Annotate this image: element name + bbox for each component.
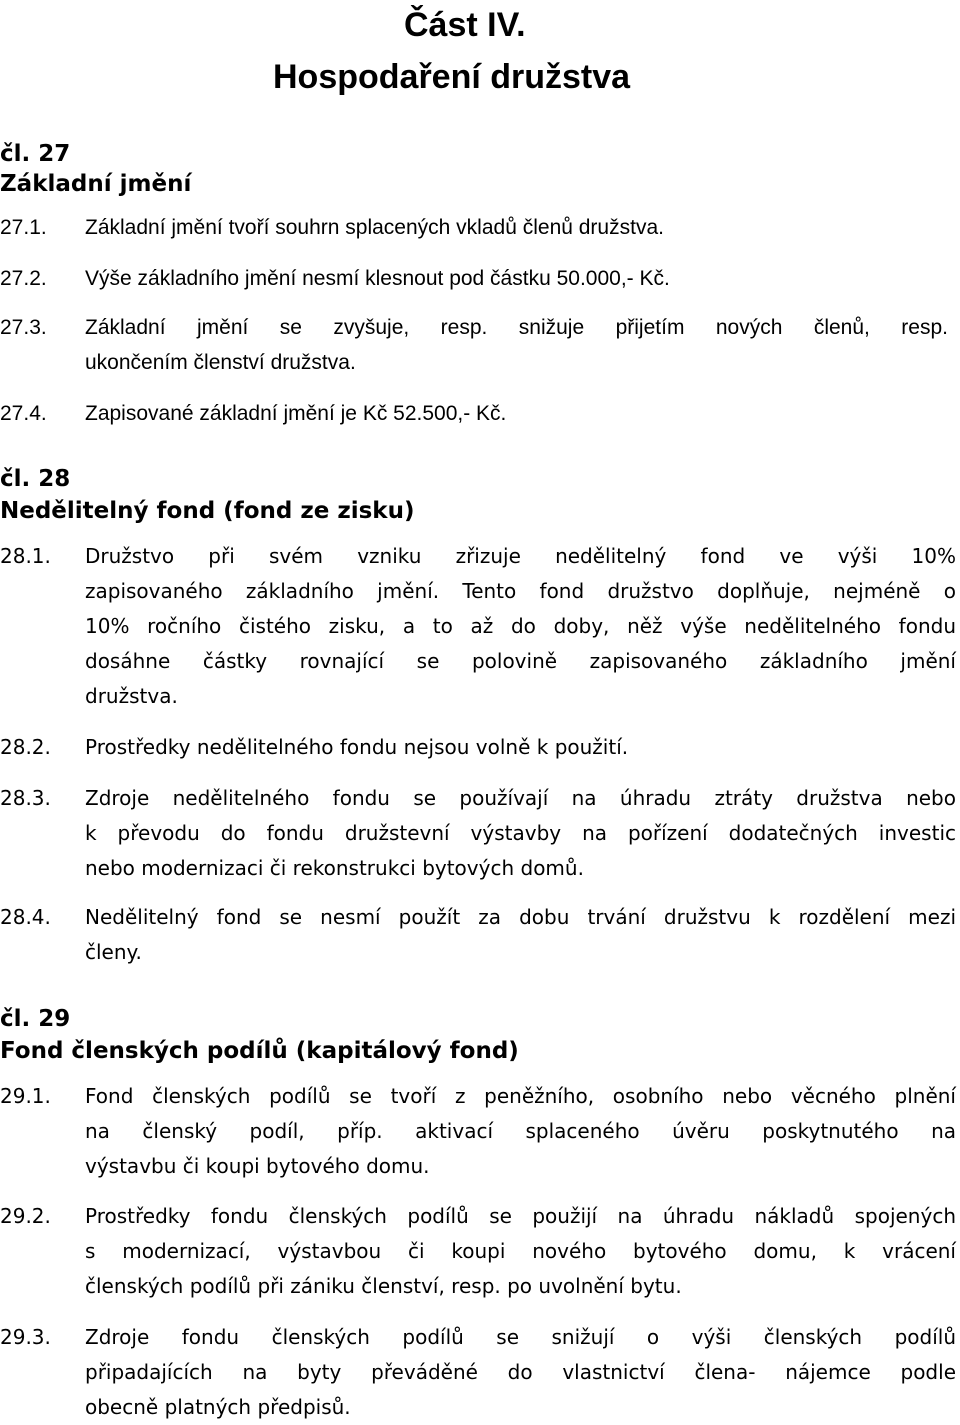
paragraph-line: výstavbu či koupi bytového domu.	[85, 1154, 430, 1178]
paragraph-line: Základní jmění tvoří souhrn splacených vkladů členů družstva.	[85, 216, 664, 239]
article-28-heading: Nedělitelný fond (fond ze zisku)	[0, 498, 415, 524]
paragraph-line: připadajících na byty převáděné do vlastnictví člena- nájemce podle	[85, 1360, 956, 1384]
paragraph-number: 27.4.	[0, 402, 47, 425]
paragraph-line: členských podílů při zániku členství, resp. po uvolnění bytu.	[85, 1274, 682, 1298]
paragraph-number: 29.2.	[0, 1204, 51, 1228]
paragraph-number: 28.2.	[0, 735, 51, 759]
article-27-number: čl. 27	[0, 141, 71, 167]
paragraph-line: dosáhne částky rovnající se polovině zapisovaného základního jmění	[85, 649, 956, 673]
paragraph-line: s modernizací, výstavbou či koupi nového bytového domu, k vrácení	[85, 1239, 956, 1263]
paragraph-number: 27.3.	[0, 316, 47, 339]
paragraph-number: 28.1.	[0, 544, 51, 568]
paragraph-line: Družstvo při svém vzniku zřizuje nedělitelný fond ve výši 10%	[85, 544, 956, 568]
paragraph-line: na členský podíl, příp. aktivací splaceného úvěru poskytnutého na	[85, 1119, 956, 1143]
article-29-number: čl. 29	[0, 1006, 71, 1032]
paragraph-line: družstva.	[85, 684, 178, 708]
paragraph-line: Zdroje nedělitelného fondu se používají na úhradu ztráty družstva nebo	[85, 786, 956, 810]
paragraph-line: Zdroje fondu členských podílů se snižují o výši členských podílů	[85, 1325, 956, 1349]
article-29-heading: Fond členských podílů (kapitálový fond)	[0, 1038, 519, 1064]
paragraph-line: Nedělitelný fond se nesmí použít za dobu trvání družstvu k rozdělení mezi	[85, 905, 956, 929]
paragraph-line: Fond členských podílů se tvoří z peněžního, osobního nebo věcného plnění	[85, 1084, 956, 1108]
paragraph-line: Zapisované základní jmění je Kč 52.500,- Kč.	[85, 402, 507, 425]
article-28-number: čl. 28	[0, 466, 71, 492]
paragraph-line: Základní jmění se zvyšuje, resp. snižuje přijetím nových členů, resp.	[85, 316, 948, 339]
article-27-heading: Základní jmění	[0, 171, 192, 197]
paragraph-number: 28.4.	[0, 905, 51, 929]
paragraph-line: Prostředky fondu členských podílů se použijí na úhradu nákladů spojených	[85, 1204, 956, 1228]
paragraph-line: k převodu do fondu družstevní výstavby na pořízení dodatečných investic	[85, 821, 956, 845]
paragraph-line: nebo modernizaci či rekonstrukci bytových domů.	[85, 856, 584, 880]
paragraph-number: 29.3.	[0, 1325, 51, 1349]
paragraph-line: 10% ročního čistého zisku, a to až do doby, něž výše nedělitelného fondu	[85, 614, 956, 638]
paragraph-line: ukončením členství družstva.	[85, 351, 356, 374]
paragraph-line: Výše základního jmění nesmí klesnout pod částku 50.000,- Kč.	[85, 267, 670, 290]
paragraph-line: obecně platných předpisů.	[85, 1395, 351, 1419]
paragraph-number: 27.2.	[0, 267, 47, 290]
paragraph-number: 29.1.	[0, 1084, 51, 1108]
paragraph-line: Prostředky nedělitelného fondu nejsou volně k použití.	[85, 735, 629, 759]
part-heading: Hospodaření družstva	[273, 58, 631, 96]
paragraph-number: 27.1.	[0, 216, 47, 239]
paragraph-line: zapisovaného základního jmění. Tento fond družstvo doplňuje, nejméně o	[85, 579, 956, 603]
paragraph-line: členy.	[85, 940, 142, 964]
paragraph-number: 28.3.	[0, 786, 51, 810]
part-number: Část IV.	[404, 6, 526, 44]
